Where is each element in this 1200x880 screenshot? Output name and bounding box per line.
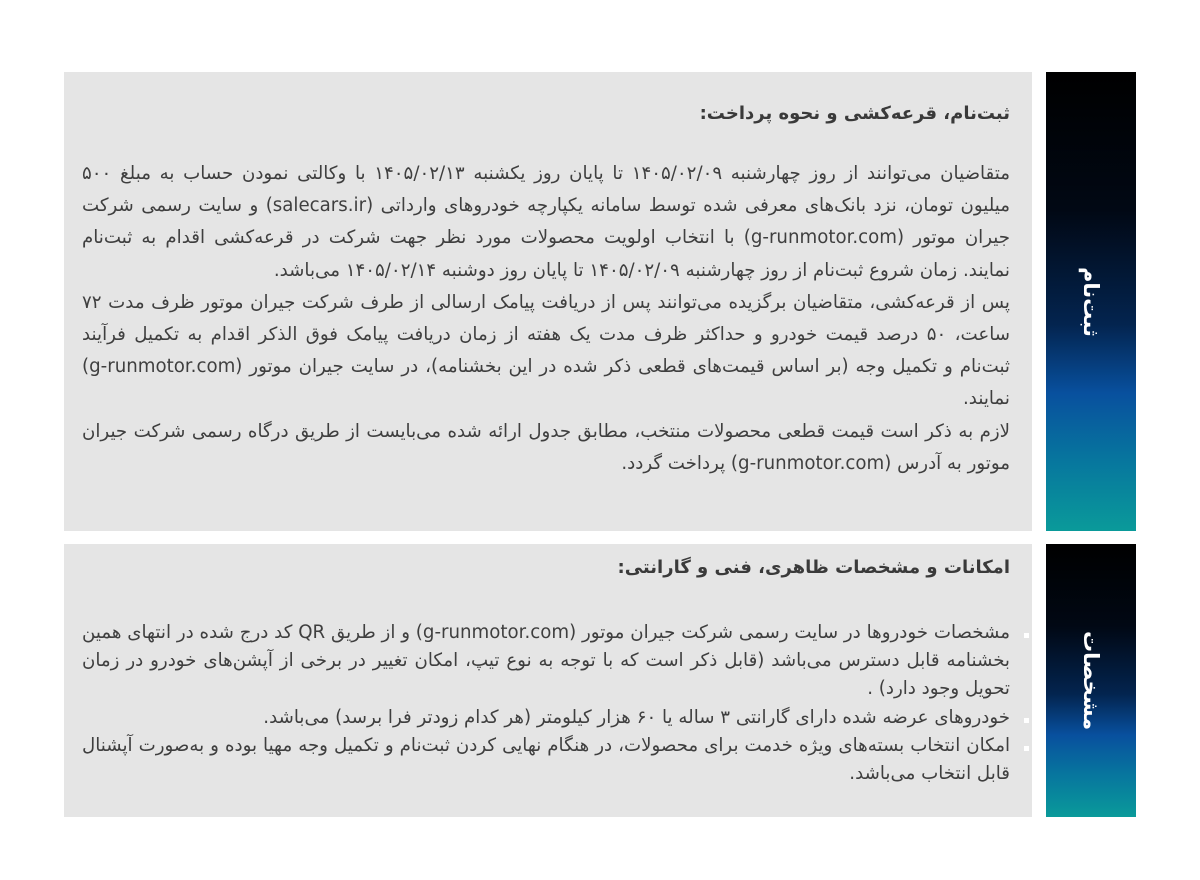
specifications-content-panel — [64, 544, 1032, 817]
registration-tab-label: ثبت‌نام — [1079, 266, 1103, 337]
specifications-list-item — [82, 704, 1010, 732]
specifications-item-text: امکان انتخاب بسته‌های ویژه خدمت برای محصولات، در هنگام نهایی کردن ثبت‌نام و تکمیل وجه مهیا بوده و به‌صورت آپشنال قابل انتخاب می‌باشد. — [82, 734, 1010, 785]
square-bullet-icon — [1024, 746, 1029, 751]
registration-body — [82, 158, 1010, 480]
registration-paragraph-1: متقاضیان می‌توانند از روز چهارشنبه ۱۴۰۵/۰۲/۰۹ تا پایان روز یکشنبه ۱۴۰۵/۰۲/۱۳ با وکالتی نمودن حساب به مبلغ ۵۰۰ میلیون تومان، نزد بانک‌های معرفی شده توسط سامانه یکپارچه خودروهای وارداتی (salecars.ir) و سایت رسمی شرکت جیران موتور (g-runmotor.com) با انتخاب اولویت محصولات مورد نظر جهت شرکت در قرعه‌کشی اقدام به ثبت‌نام نمایند. زمان شروع ثبت‌نام از روز چهارشنبه ۱۴۰۵/۰۲/۰۹ تا پایان روز دوشنبه ۱۴۰۵/۰۲/۱۴ می‌باشد. — [82, 163, 1010, 281]
specifications-item-text: خودروهای عرضه شده دارای گارانتی ۳ ساله یا ۶۰ هزار کیلومتر (هر کدام زودتر فرا برسد) می‌باشد. — [263, 706, 1010, 728]
specifications-list-item — [82, 619, 1010, 704]
registration-side-tab — [1046, 72, 1136, 531]
square-bullet-icon — [1024, 718, 1029, 723]
specifications-tab-label: مشخصات — [1079, 630, 1103, 731]
registration-section — [64, 72, 1136, 531]
specifications-heading: امکانات و مشخصات ظاهری، فنی و گارانتی: — [617, 557, 1010, 578]
registration-heading: ثبت‌نام، قرعه‌کشی و نحوه پرداخت: — [699, 103, 1010, 124]
registration-paragraph-3: لازم به ذکر است قیمت قطعی محصولات منتخب، مطابق جدول ارائه شده می‌بایست از طریق درگاه رسمی شرکت جیران موتور به آدرس (g-runmotor.com) پرداخت گردد. — [82, 420, 1010, 474]
specifications-side-tab — [1046, 544, 1136, 817]
specifications-list — [82, 619, 1010, 788]
specifications-item-text: مشخصات خودروها در سایت رسمی شرکت جیران موتور (g-runmotor.com) و از طریق QR کد درج شده در انتهای همین بخشنامه قابل دسترس می‌باشد (قابل ذکر است که با توجه به نوع تیپ، امکان تغییر در برخی از آپشن‌های خودرو در زمان تحویل وجود دارد) . — [82, 622, 1010, 700]
square-bullet-icon — [1024, 633, 1029, 638]
registration-content-panel — [64, 72, 1032, 531]
specifications-list-item — [82, 732, 1010, 788]
specifications-section — [64, 544, 1136, 817]
registration-paragraph-2: پس از قرعه‌کشی، متقاضیان برگزیده می‌توانند پس از دریافت پیامک ارسالی از طرف شرکت جیران موتور ظرف مدت ۷۲ ساعت، ۵۰ درصد قیمت خودرو و حداکثر ظرف مدت یک هفته از زمان دریافت پیامک فوق الذکر اقدام به تکمیل فرآیند ثبت‌نام و تکمیل وجه (بر اساس قیمت‌های قطعی ذکر شده در این بخشنامه)، در سایت جیران موتور (g-runmotor.com) نمایند. — [82, 291, 1010, 410]
